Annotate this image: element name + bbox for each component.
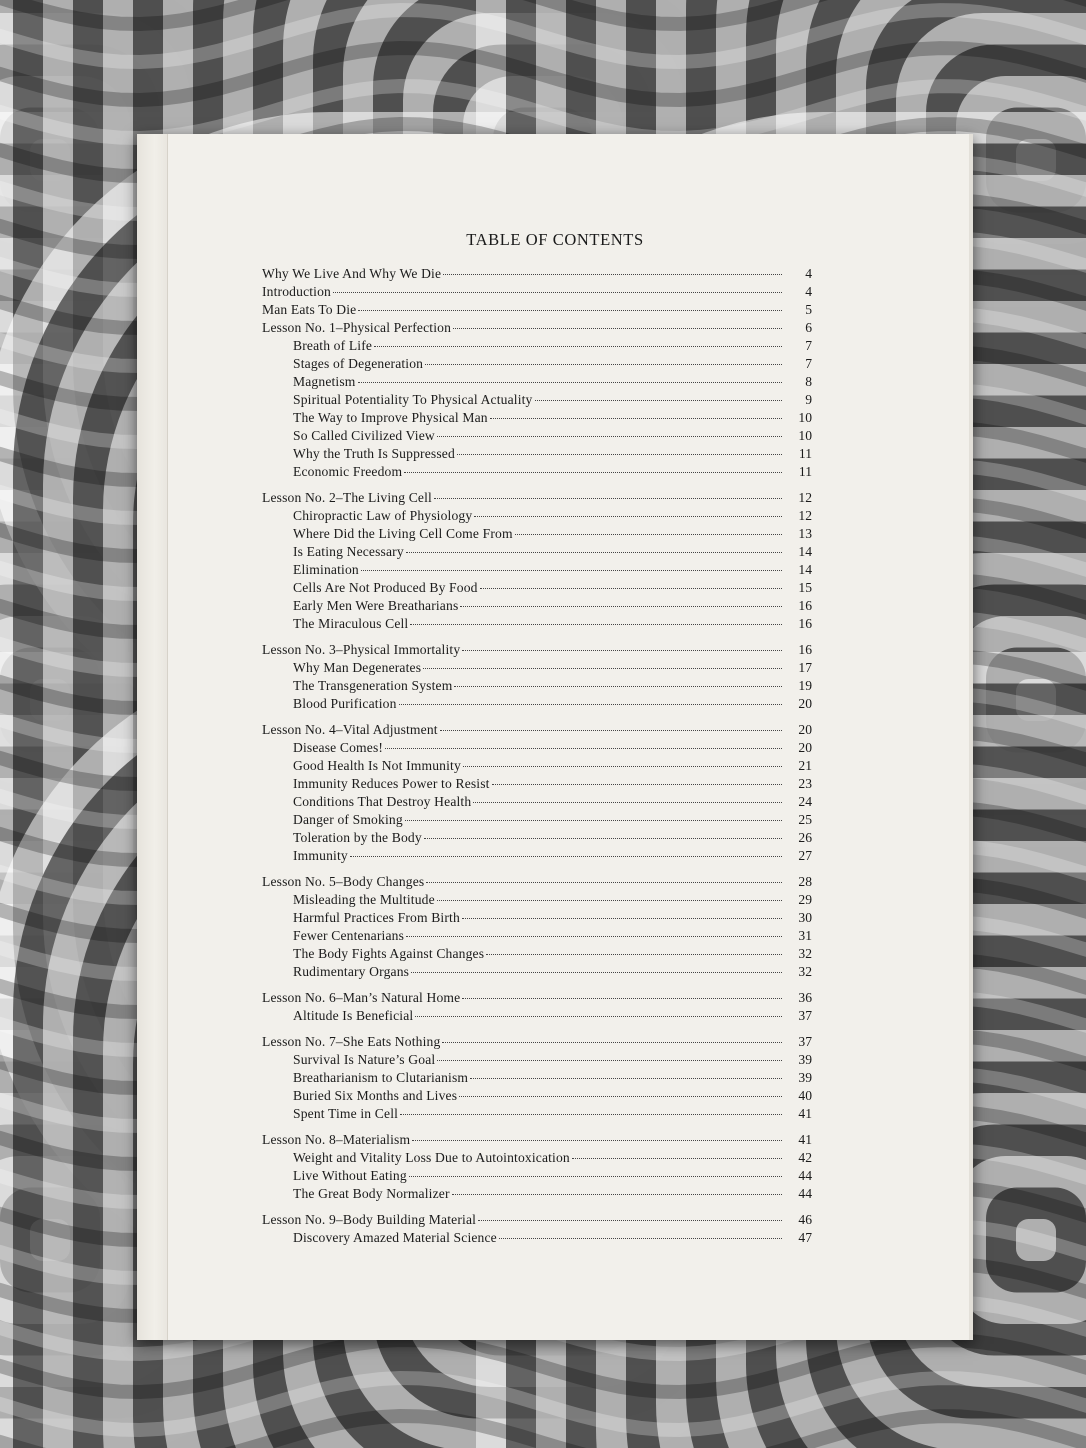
dot-leader	[437, 887, 782, 901]
toc-page-number: 16	[798, 598, 812, 613]
dot-leader	[399, 691, 782, 705]
toc-entry-title: Lesson No. 2–The Living Cell	[262, 490, 432, 505]
dot-leader	[400, 1101, 782, 1115]
toc-entry-title: Immunity	[293, 848, 348, 863]
toc-entry-title: Lesson No. 5–Body Changes	[262, 874, 425, 889]
dot-leader	[406, 923, 782, 937]
dot-leader	[409, 1163, 782, 1177]
toc-page-number: 47	[798, 1230, 812, 1245]
toc-page-number: 14	[798, 562, 812, 577]
toc-page-number: 46	[798, 1212, 812, 1227]
toc-page-number: 36	[798, 990, 812, 1005]
toc-page-number: 20	[798, 722, 812, 737]
toc-entry-title: Danger of Smoking	[293, 812, 403, 827]
toc-page-number: 39	[798, 1052, 812, 1067]
toc-group	[262, 988, 812, 1024]
toc-page-number: 14	[798, 544, 812, 559]
toc-page-number: 23	[798, 776, 812, 791]
toc-page-number: 12	[798, 508, 812, 523]
dot-leader	[470, 1065, 782, 1079]
toc-page-number: 32	[798, 964, 812, 979]
toc-entry-title: Live Without Eating	[293, 1168, 407, 1183]
dot-leader	[452, 1181, 782, 1195]
toc-subentry	[262, 614, 812, 632]
toc-page-number: 4	[805, 266, 812, 281]
toc-entry-title: Lesson No. 9–Body Building Material	[262, 1212, 477, 1227]
toc-page-number: 29	[798, 892, 812, 907]
toc-page-number: 17	[798, 660, 812, 675]
toc-page-number: 39	[798, 1070, 812, 1085]
toc-entry-title: Spent Time in Cell	[293, 1106, 399, 1121]
dot-leader	[462, 985, 782, 999]
dot-leader	[473, 789, 782, 803]
toc-group	[262, 720, 812, 864]
dot-leader	[463, 753, 782, 767]
toc-entry-title: Lesson No. 7–She Eats Nothing	[262, 1034, 441, 1049]
toc-page-number: 26	[798, 830, 812, 845]
dot-leader	[437, 423, 782, 437]
toc-entry-title: Misleading the Multitude	[293, 892, 435, 907]
dot-leader	[454, 673, 782, 687]
dot-leader	[424, 825, 782, 839]
toc-entry-title: Harmful Practices From Birth	[293, 910, 460, 925]
dot-leader	[406, 539, 782, 553]
toc-subentry	[262, 1006, 812, 1024]
toc-entry-title: Introduction	[262, 284, 331, 299]
toc-entry-title: Man Eats To Die	[262, 302, 357, 317]
dot-leader	[425, 351, 782, 365]
toc-entry-title: Altitude Is Beneficial	[293, 1008, 414, 1023]
toc-entry-title: Lesson No. 4–Vital Adjustment	[262, 722, 438, 737]
toc-group	[262, 264, 812, 480]
toc-page-number: 40	[798, 1088, 812, 1103]
toc-entry-title: Why the Truth Is Suppressed	[293, 446, 455, 461]
dot-leader	[515, 521, 782, 535]
toc-entry-title: Where Did the Living Cell Come From	[293, 526, 513, 541]
dot-leader	[423, 655, 782, 669]
toc-subentry	[262, 962, 812, 980]
toc-entry-title: Why We Live And Why We Die	[262, 266, 442, 281]
toc-group	[262, 872, 812, 980]
dot-leader	[443, 261, 782, 275]
toc-page-number: 4	[805, 284, 812, 299]
dot-leader	[478, 1207, 782, 1221]
toc-entry-title: Rudimentary Organs	[293, 964, 410, 979]
dot-leader	[410, 611, 782, 625]
toc-entry-title: Breath of Life	[293, 338, 373, 353]
toc-page-number: 9	[805, 392, 812, 407]
dot-leader	[333, 279, 782, 293]
toc-entry-title: Is Eating Necessary	[293, 544, 404, 559]
toc-entry-title: So Called Civilized View	[293, 428, 435, 443]
toc-page-number: 19	[798, 678, 812, 693]
dot-leader	[572, 1145, 782, 1159]
toc-page-number: 20	[798, 696, 812, 711]
toc-entry-title: Blood Purification	[293, 696, 397, 711]
book-page	[137, 134, 973, 1340]
toc-entry-title: Cells Are Not Produced By Food	[293, 580, 478, 595]
toc-page-number: 37	[798, 1034, 812, 1049]
toc-page-number: 30	[798, 910, 812, 925]
toc-page-number: 21	[798, 758, 812, 773]
dot-leader	[480, 575, 782, 589]
toc-entry-title: Disease Comes!	[293, 740, 384, 755]
toc-page-number: 11	[798, 464, 812, 479]
table-of-contents	[262, 264, 812, 1254]
toc-group	[262, 640, 812, 712]
toc-entry-title: Breatharianism to Clutarianism	[293, 1070, 469, 1085]
toc-group	[262, 1130, 812, 1202]
dot-leader	[457, 441, 782, 455]
toc-entry-title: The Great Body Normalizer	[293, 1186, 450, 1201]
dot-leader	[490, 405, 782, 419]
toc-page-number: 27	[798, 848, 812, 863]
dot-leader	[492, 771, 782, 785]
dot-leader	[350, 843, 782, 857]
toc-entry-title: Good Health Is Not Immunity	[293, 758, 461, 773]
toc-entry-title: Survival Is Nature’s Goal	[293, 1052, 436, 1067]
toc-entry-title: Buried Six Months and Lives	[293, 1088, 458, 1103]
toc-page-number: 16	[798, 642, 812, 657]
toc-entry-title: Lesson No. 1–Physical Perfection	[262, 320, 452, 335]
toc-page-number: 42	[798, 1150, 812, 1165]
toc-page-number: 7	[805, 338, 812, 353]
dot-leader	[434, 485, 782, 499]
toc-entry-title: Weight and Vitality Loss Due to Autointoxication	[293, 1150, 570, 1165]
toc-entry-title: Elimination	[293, 562, 359, 577]
toc-page-number: 44	[798, 1186, 812, 1201]
toc-entry-title: Economic Freedom	[293, 464, 403, 479]
toc-subentry	[262, 1184, 812, 1202]
toc-group	[262, 488, 812, 632]
toc-page-number: 13	[798, 526, 812, 541]
dot-leader	[486, 941, 782, 955]
dot-leader	[460, 593, 782, 607]
toc-entry-title: Lesson No. 8–Materialism	[262, 1132, 411, 1147]
toc-subentry	[262, 1104, 812, 1122]
toc-page-number: 32	[798, 946, 812, 961]
toc-page-number: 37	[798, 1008, 812, 1023]
toc-page-number: 28	[798, 874, 812, 889]
toc-page-number: 7	[805, 356, 812, 371]
toc-entry-title: Chiropractic Law of Physiology	[293, 508, 473, 523]
toc-entry-title: Immunity Reduces Power to Resist	[293, 776, 490, 791]
dot-leader	[440, 717, 782, 731]
dot-leader	[437, 1047, 782, 1061]
toc-page-number: 12	[798, 490, 812, 505]
toc-page-number: 16	[798, 616, 812, 631]
toc-page-number: 20	[798, 740, 812, 755]
toc-entry-title: Magnetism	[293, 374, 356, 389]
dot-leader	[412, 1127, 782, 1141]
dot-leader	[358, 297, 782, 311]
toc-entry-title: The Body Fights Against Changes	[293, 946, 485, 961]
toc-page-number: 6	[805, 320, 812, 335]
dot-leader	[535, 387, 783, 401]
toc-subentry	[262, 1228, 812, 1246]
toc-page-number: 15	[798, 580, 812, 595]
dot-leader	[474, 503, 782, 517]
toc-entry-title: Lesson No. 3–Physical Immortality	[262, 642, 461, 657]
toc-entry-title: Fewer Centenarians	[293, 928, 405, 943]
toc-entry-title: Spiritual Potentiality To Physical Actuality	[293, 392, 533, 407]
toc-page-number: 41	[798, 1106, 812, 1121]
toc-page-number: 8	[805, 374, 812, 389]
toc-entry-title: Stages of Degeneration	[293, 356, 424, 371]
dot-leader	[405, 807, 782, 821]
toc-page-number: 25	[798, 812, 812, 827]
toc-entry-title: Discovery Amazed Material Science	[293, 1230, 497, 1245]
dot-leader	[459, 1083, 782, 1097]
toc-title: TABLE OF CONTENTS	[466, 230, 644, 249]
dot-leader	[358, 369, 782, 383]
toc-page-number: 10	[798, 410, 812, 425]
toc-page-number: 10	[798, 428, 812, 443]
dot-leader	[385, 735, 782, 749]
toc-entry-title: Toleration by the Body	[293, 830, 422, 845]
dot-leader	[411, 959, 782, 973]
toc-page-number: 44	[798, 1168, 812, 1183]
dot-leader	[374, 333, 782, 347]
page-spine	[137, 134, 168, 1340]
dot-leader	[415, 1003, 782, 1017]
toc-page-number: 41	[798, 1132, 812, 1147]
toc-entry-title: Lesson No. 6–Man’s Natural Home	[262, 990, 461, 1005]
toc-entry-title: The Miraculous Cell	[293, 616, 409, 631]
dot-leader	[462, 905, 782, 919]
toc-group	[262, 1210, 812, 1246]
toc-entry-title: Why Man Degenerates	[293, 660, 422, 675]
toc-group	[262, 1032, 812, 1122]
dot-leader	[361, 557, 782, 571]
dot-leader	[404, 459, 782, 473]
toc-page-number: 11	[798, 446, 812, 461]
toc-subentry	[262, 846, 812, 864]
dot-leader	[453, 315, 782, 329]
toc-subentry	[262, 694, 812, 712]
page-edge	[969, 134, 973, 1340]
dot-leader	[426, 869, 782, 883]
dot-leader	[442, 1029, 782, 1043]
toc-page-number: 31	[798, 928, 812, 943]
toc-entry-title: Conditions That Destroy Health	[293, 794, 472, 809]
toc-subentry	[262, 462, 812, 480]
toc-entry-title: Early Men Were Breatharians	[293, 598, 459, 613]
toc-entry-title: The Transgeneration System	[293, 678, 453, 693]
dot-leader	[462, 637, 782, 651]
toc-entry-title: The Way to Improve Physical Man	[293, 410, 488, 425]
toc-page-number: 24	[798, 794, 812, 809]
toc-page-number: 5	[805, 302, 812, 317]
dot-leader	[499, 1225, 782, 1239]
